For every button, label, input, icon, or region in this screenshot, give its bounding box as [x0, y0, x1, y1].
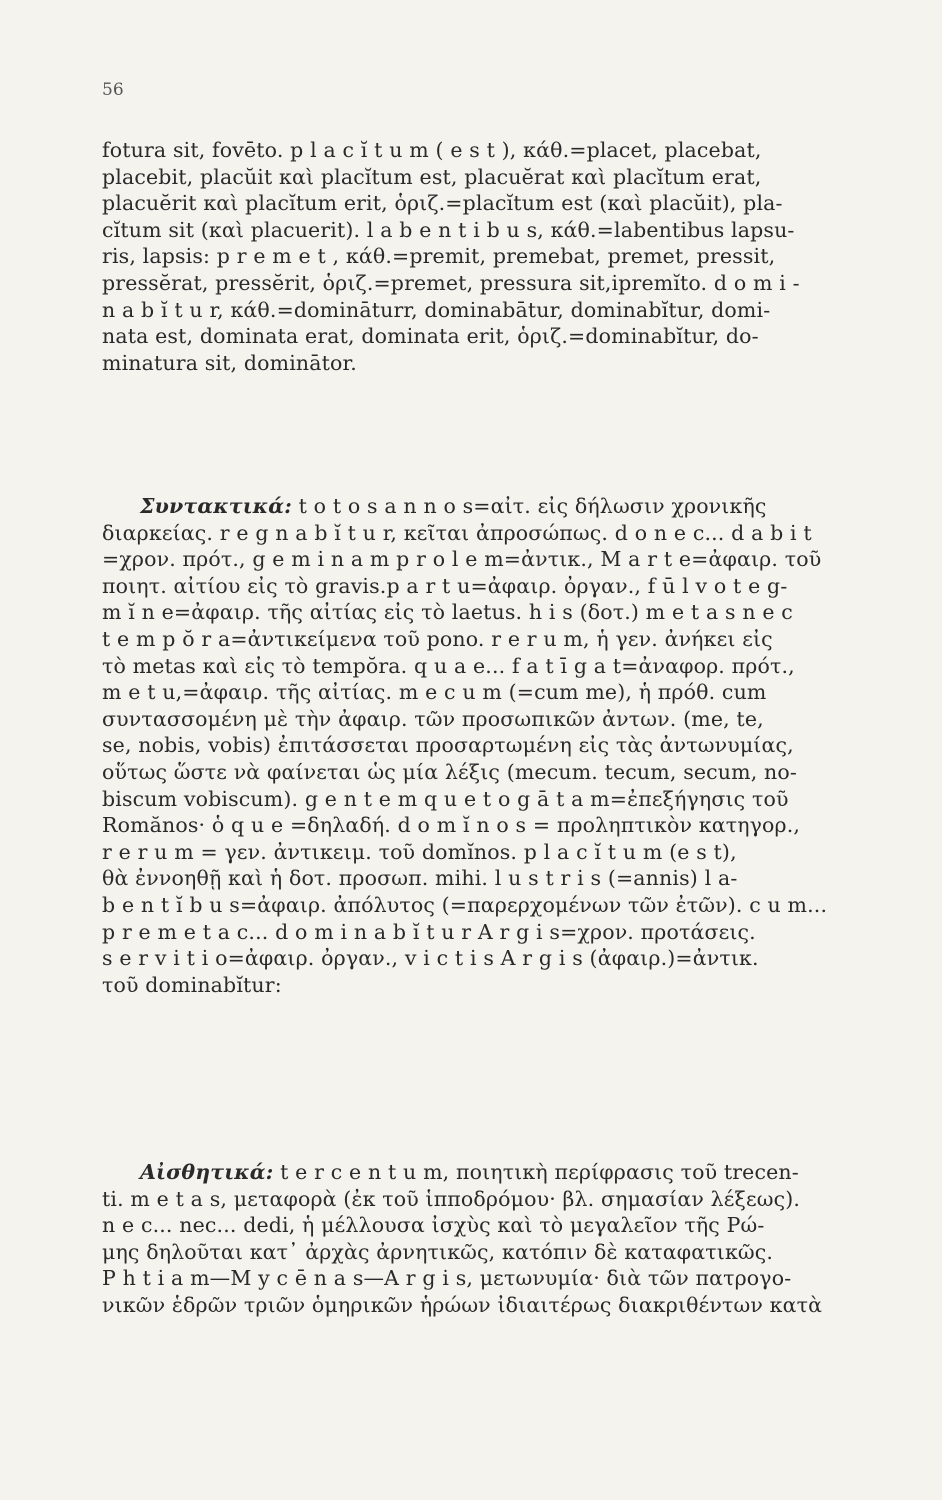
- text-line: ris, lapsis: p r e m e t , κάθ.=premit, premebat, premet, pressit,: [102, 244, 776, 269]
- paragraph-aesthetics: [102, 1159, 908, 1319]
- text-line: biscum vobiscum). g e n t e m q u e t o g ā t a m=ἐπεξήγησις τοῦ: [102, 786, 789, 811]
- text-line: ti. m e t a s, μεταφορὰ (ἐκ τοῦ ἱπποδρόμου· βλ. σημασίαν λέξεως).: [102, 1186, 801, 1211]
- text-line: nata est, dominata erat, dominata erit, ὁριζ.=dominabĭtur, do-: [102, 324, 759, 349]
- text-line: οὕτως ὥστε νὰ φαίνεται ὡς μία λέξις (mecum. tecum, secum, no-: [102, 759, 797, 784]
- paragraph-syntax: [102, 493, 908, 998]
- text-line: m e t u,=ἀφαιρ. τῆς αἰτίας. m e c u m (=cum me), ἡ πρόθ. cum: [102, 680, 767, 705]
- text-line: n e c... nec... dedi, ἡ μέλλουσα ἰσχὺς καὶ τὸ μεγαλεῖον τῆς Ρώ-: [102, 1213, 765, 1238]
- text-line: [102, 493, 908, 520]
- text-line: minatura sit, dominātor.: [102, 350, 357, 375]
- text-line: b e n t ĭ b u s=ἀφαιρ. ἀπόλυτος (=παρερχομένων τῶν ἐτῶν). c u m...: [102, 892, 828, 917]
- text-line: se, nobis, vobis) ἐπιτάσσεται προσαρτωμένη εἰς τὰς ἀντωνυμίας,: [102, 733, 794, 758]
- text-line: fotura sit, fovēto. p l a c ĭ t u m ( e s t ), κάθ.=placet, placebat,: [102, 138, 762, 162]
- text-line: [102, 1159, 908, 1186]
- text-line: p r e m e t a c... d o m i n a b ĭ t u r A r g i s=χρον. προτάσεις.: [102, 919, 756, 944]
- text-line: διαρκείας. r e g n a b ĭ t u r, κεῖται ἀπροσώπως. d o n e c... d a b i t: [102, 520, 812, 545]
- text-line: pressĕrat, pressĕrit, ὁριζ.=premet, pressura sit,ipremĭto. d o m i -: [102, 270, 800, 295]
- text-line: Romănos· ὁ q u e =δηλαδή. d o m ĭ n o s = προληπτικὸν κατηγορ.,: [102, 813, 801, 838]
- text-line: t e m p ŏ r a=ἀντικείμενα τοῦ pono. r e r u m, ἡ γεν. ἀνήκει εἰς: [102, 626, 773, 651]
- text-line: νικῶν ἑδρῶν τριῶν ὁμηρικῶν ἡρώων ἰδιαιτέρως διακριθέντων κατὰ: [102, 1292, 823, 1317]
- text-line: μης δηλοῦται κατ᾽ ἀρχὰς ἀρνητικῶς, κατόπιν δὲ καταφατικῶς.: [102, 1239, 774, 1264]
- text-line: τοῦ dominabĭtur:: [102, 972, 282, 997]
- text-line: m ĭ n e=ἀφαιρ. τῆς αἰτίας εἰς τὸ laetus. h i s (δοτ.) m e t a s n e c: [102, 600, 793, 625]
- text-line: ποιητ. αἰτίου εἰς τὸ gravis.p a r t u=ἀφαιρ. ὀργαν., f ū l v o t e g-: [102, 573, 788, 598]
- text-line: τὸ metas καὶ εἰς τὸ tempŏra. q u a e... f a t ī g a t=ἀναφορ. πρότ.,: [102, 653, 795, 678]
- text-line: cĭtum sit (καὶ placuerit). l a b e n t i b u s, κάθ.=labentibus lapsu-: [102, 217, 795, 242]
- paragraph-morphology: [102, 137, 908, 376]
- text-line: s e r v i t i o=ἀφαιρ. ὀργαν., v i c t i s A r g i s (ἀφαιρ.)=ἀντικ.: [102, 946, 759, 971]
- text-line: placebit, placŭit καὶ placĭtum est, placuĕrat καὶ placĭtum erat,: [102, 164, 762, 189]
- text-fragment: t e r c e n t u m, ποιητικὴ περίφρασις τοῦ trecen-: [273, 1160, 799, 1184]
- section-heading-syntax: Συντακτικά:: [140, 494, 292, 518]
- section-heading-aesthetics: Αἰσθητικά:: [140, 1160, 274, 1184]
- text-fragment: t o t o s a n n o s=αἰτ. εἰς δήλωσιν χρονικῆς: [291, 494, 767, 518]
- text-line: =χρον. πρότ., g e m i n a m p r o l e m=ἀντικ., M a r t e=ἀφαιρ. τοῦ: [102, 547, 822, 572]
- text-line: r e r u m = γεν. ἀντικειμ. τοῦ domĭnos. p l a c ĭ t u m (e s t),: [102, 839, 737, 864]
- text-line: συντασσομένη μὲ τὴν ἀφαιρ. τῶν προσωπικῶν ἀντων. (me, te,: [102, 706, 764, 731]
- page-number: 56: [102, 80, 124, 100]
- text-line: n a b ĭ t u r, κάθ.=domināturr, dominabātur, dominabĭtur, domi-: [102, 297, 771, 322]
- text-line: P h t i a m—M y c ē n a s—A r g i s, μετωνυμία· διὰ τῶν πατρογο-: [102, 1266, 792, 1291]
- text-line: θὰ ἐννοηθῇ καὶ ἡ δοτ. προσωπ. mihi. l u s t r i s (=annis) l a-: [102, 866, 738, 891]
- text-line: placuĕrit καὶ placĭtum erit, ὁριζ.=placĭtum est (καὶ placŭit), pla-: [102, 191, 783, 216]
